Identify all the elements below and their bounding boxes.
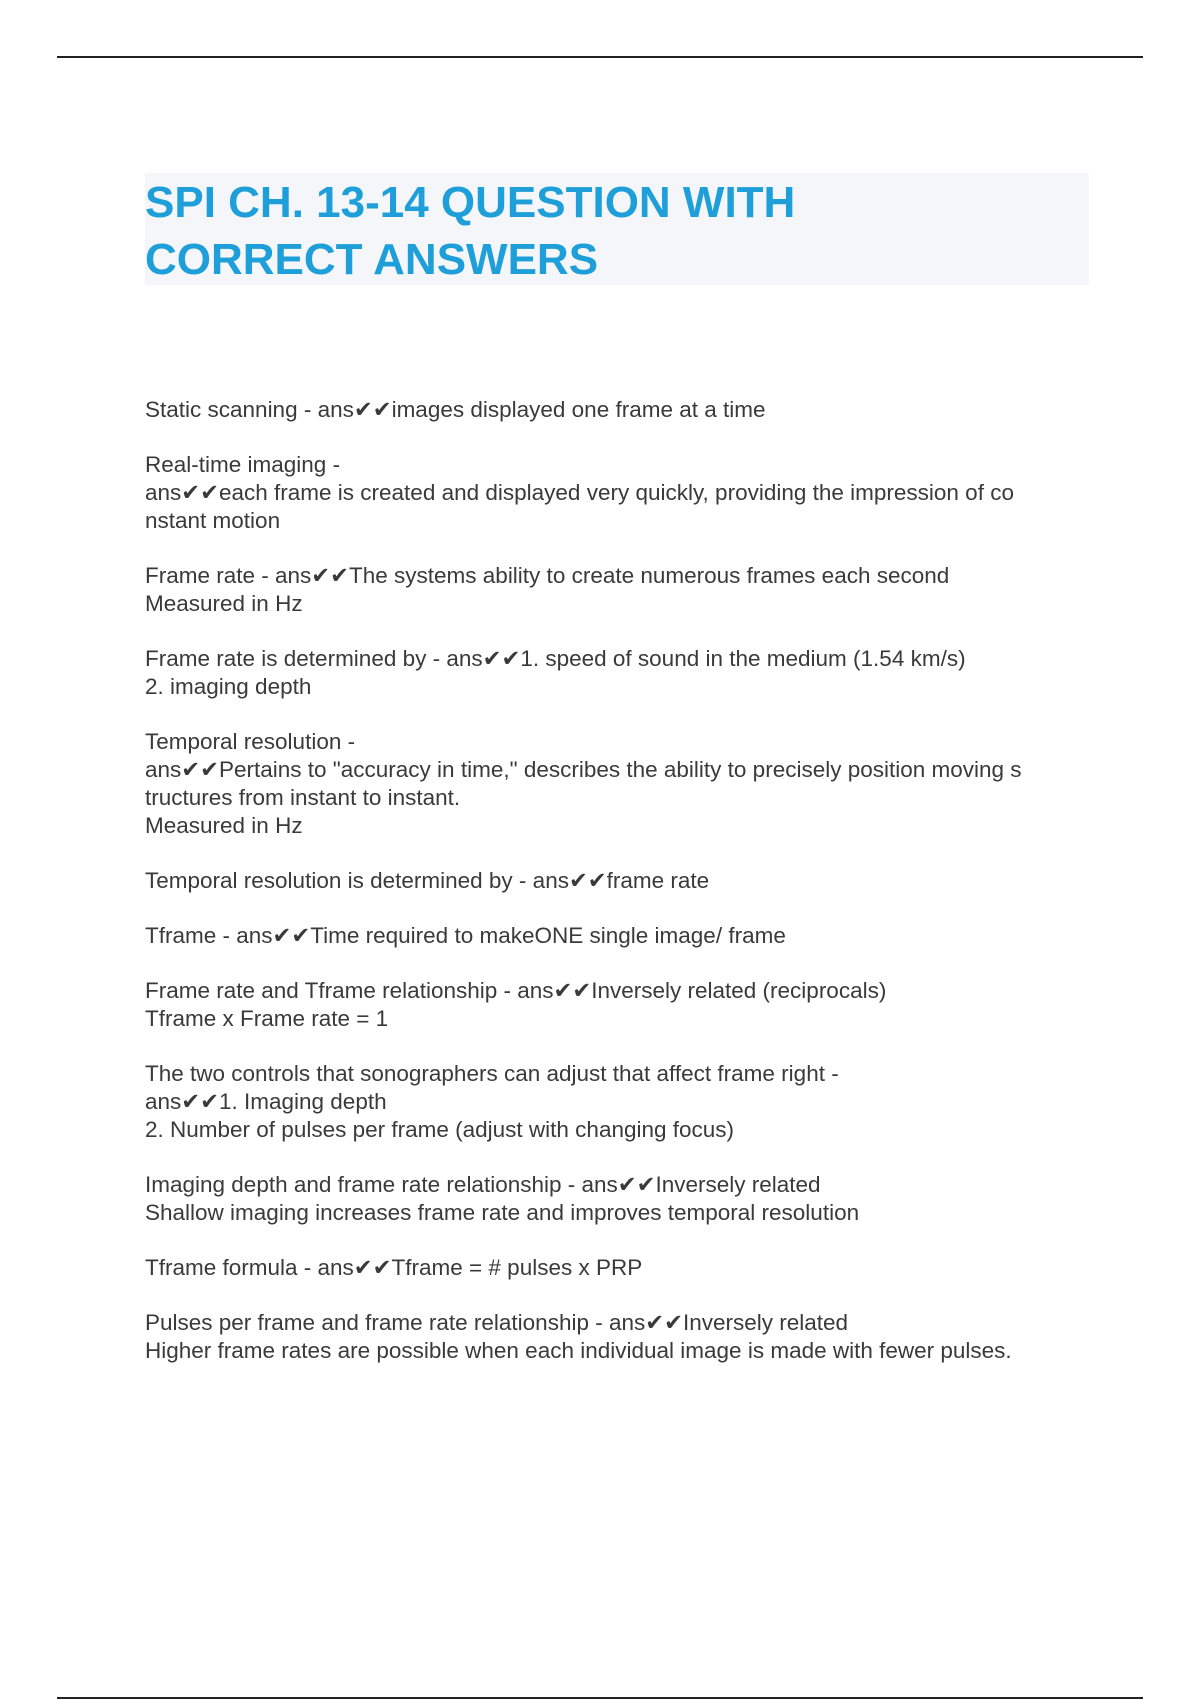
qa-entry-line: Higher frame rates are possible when each individual image is made with fewer pulses. bbox=[145, 1338, 1012, 1363]
qa-entry bbox=[145, 451, 1095, 535]
qa-entry bbox=[145, 396, 1095, 424]
qa-entry-line: 2. Number of pulses per frame (adjust with changing focus) bbox=[145, 1117, 735, 1142]
top-divider bbox=[57, 56, 1143, 58]
qa-entry bbox=[145, 645, 1095, 701]
qa-entry bbox=[145, 1309, 1095, 1365]
document-title-line-2: CORRECT ANSWERS bbox=[145, 235, 599, 284]
qa-entry-line: The two controls that sonographers can adjust that affect frame right - bbox=[145, 1061, 839, 1086]
bottom-divider bbox=[57, 1697, 1143, 1699]
qa-entry-line: ans✔✔each frame is created and displayed very quickly, providing the impression of co bbox=[145, 480, 1014, 505]
qa-entry bbox=[145, 867, 1095, 895]
qa-entry-line: Pulses per frame and frame rate relationship - ans✔✔Inversely related bbox=[145, 1310, 849, 1335]
qa-entry-line: Tframe x Frame rate = 1 bbox=[145, 1006, 389, 1031]
qa-entry-line: Shallow imaging increases frame rate and improves temporal resolution bbox=[145, 1200, 860, 1225]
qa-entry bbox=[145, 1254, 1095, 1282]
qa-entry-line: nstant motion bbox=[145, 508, 281, 533]
qa-entry-line: Frame rate - ans✔✔The systems ability to create numerous frames each second bbox=[145, 563, 950, 588]
qa-entry bbox=[145, 1171, 1095, 1227]
qa-entry-line: tructures from instant to instant. bbox=[145, 785, 461, 810]
qa-entry-line: 2. imaging depth bbox=[145, 674, 312, 699]
qa-entry bbox=[145, 1060, 1095, 1144]
qa-entry-line: Tframe - ans✔✔Time required to makeONE single image/ frame bbox=[145, 923, 786, 948]
qa-entry-line: Real-time imaging - bbox=[145, 452, 341, 477]
qa-entry bbox=[145, 922, 1095, 950]
qa-entry-line: Temporal resolution is determined by - ans✔✔frame rate bbox=[145, 868, 710, 893]
qa-entry bbox=[145, 562, 1095, 618]
qa-entry-line: Measured in Hz bbox=[145, 591, 303, 616]
qa-entry bbox=[145, 977, 1095, 1033]
qa-entry-line: Static scanning - ans✔✔images displayed one frame at a time bbox=[145, 397, 766, 422]
qa-entry-line: Measured in Hz bbox=[145, 813, 303, 838]
qa-entry-line: Temporal resolution - bbox=[145, 729, 356, 754]
qa-entry-line: ans✔✔Pertains to "accuracy in time," describes the ability to precisely position moving s bbox=[145, 757, 1022, 782]
qa-entry-line: Imaging depth and frame rate relationship - ans✔✔Inversely related bbox=[145, 1172, 821, 1197]
qa-entry-line: ans✔✔1. Imaging depth bbox=[145, 1089, 387, 1114]
question-answer-list bbox=[145, 396, 1095, 1392]
qa-entry-line: Tframe formula - ans✔✔Tframe = # pulses x PRP bbox=[145, 1255, 643, 1280]
qa-entry bbox=[145, 728, 1095, 840]
document-title-line-1: SPI CH. 13-14 QUESTION WITH bbox=[145, 178, 796, 227]
qa-entry-line: Frame rate is determined by - ans✔✔1. speed of sound in the medium (1.54 km/s) bbox=[145, 646, 966, 671]
qa-entry-line: Frame rate and Tframe relationship - ans✔✔Inversely related (reciprocals) bbox=[145, 978, 887, 1003]
